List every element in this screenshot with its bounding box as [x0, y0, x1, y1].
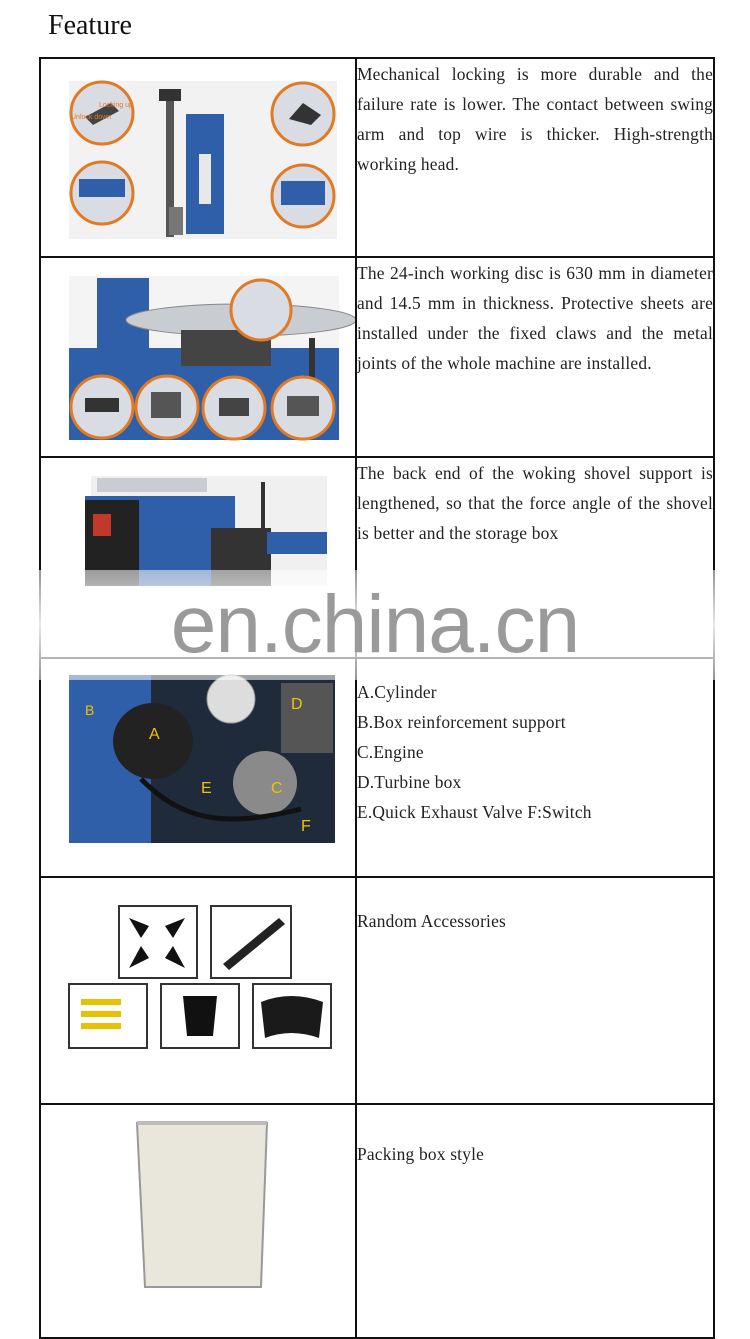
locking-head-image	[41, 59, 355, 256]
parts-list-item: B.Box reinforcement support	[357, 712, 566, 732]
callout-locking-up: Locking up	[99, 102, 133, 109]
parts-list-cell	[356, 658, 714, 877]
parts-list-item: A.Cylinder	[357, 682, 437, 702]
part-label-d: D	[291, 696, 303, 713]
part-label-c: C	[271, 780, 283, 797]
feature-row	[40, 658, 714, 877]
part-label-f: F	[301, 818, 311, 835]
feature-row	[40, 877, 714, 1104]
page-title: Feature	[48, 10, 132, 41]
watermark-text: en.china.cn	[170, 579, 580, 670]
watermark	[0, 570, 750, 680]
feature-description: The 24-inch working disc is 630 mm in diameter and 14.5 mm in thickness. Protective sheets are installed under the fixed claws and the metal joints of the whole machine are installed.	[356, 257, 714, 457]
feature-description: Mechanical locking is more durable and the failure rate is lower. The contact between swing arm and top wire is thicker. High-strength working head.	[356, 58, 714, 257]
internal-parts-image	[41, 659, 355, 858]
feature-table	[39, 57, 715, 1339]
feature-row	[40, 1104, 714, 1338]
feature-image-cell	[40, 58, 356, 257]
feature-row	[40, 58, 714, 257]
feature-row	[40, 257, 714, 457]
feature-image-cell	[40, 877, 356, 1104]
feature-image-cell	[40, 257, 356, 457]
parts-list-item: E.Quick Exhaust Valve F:Switch	[357, 802, 592, 822]
feature-description: The back end of the woking shovel support is lengthened, so that the force angle of the shovel is better and the storage box	[356, 457, 714, 658]
parts-list-item: D.Turbine box	[357, 772, 462, 792]
feature-image-cell	[40, 1104, 356, 1338]
part-label-a: A	[149, 726, 160, 743]
parts-list-item: C.Engine	[357, 742, 424, 762]
feature-description: Random Accessories	[356, 877, 714, 1104]
feature-description: Packing box style	[356, 1104, 714, 1338]
working-disc-image	[41, 258, 355, 456]
feature-image-cell	[40, 658, 356, 877]
packing-box-image	[41, 1105, 355, 1303]
part-label-e: E	[201, 780, 212, 797]
callout-unlock-down: Unlock down	[71, 114, 112, 121]
accessories-image	[41, 878, 355, 1075]
part-label-b: B	[85, 702, 95, 718]
